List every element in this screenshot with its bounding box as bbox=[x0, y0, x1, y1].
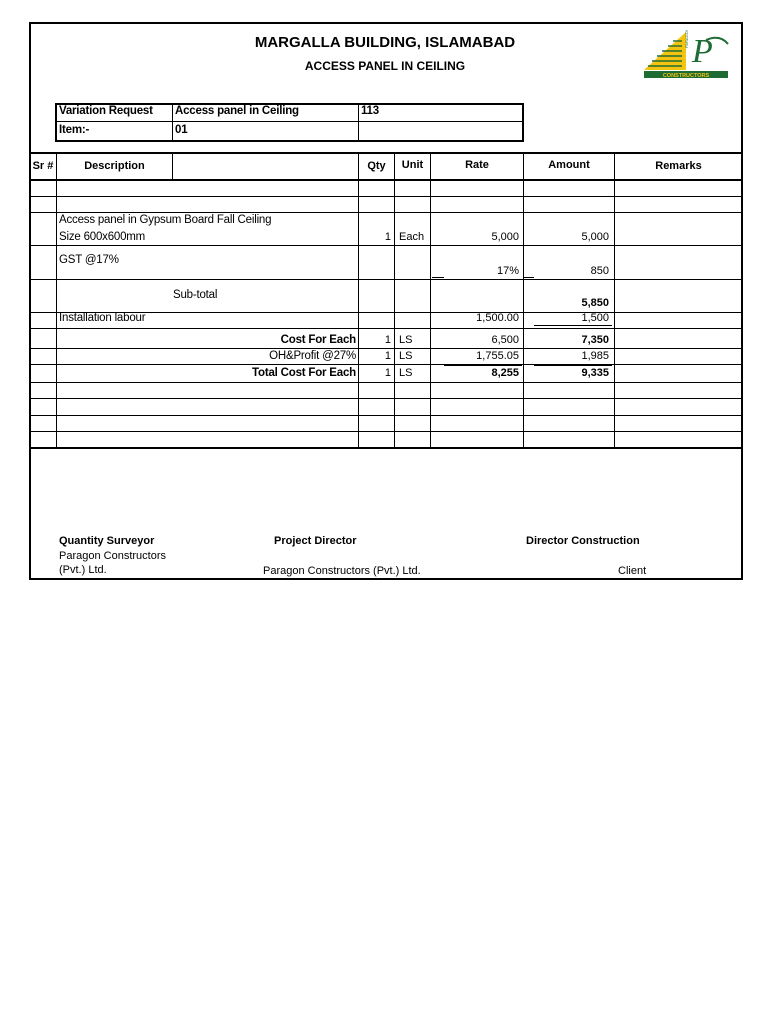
signature-dc-org: Client bbox=[618, 565, 647, 577]
document-subtitle: ACCESS PANEL IN CEILING bbox=[304, 59, 466, 73]
signature-pd-title: Project Director bbox=[274, 535, 357, 547]
column-header-unit: Unit bbox=[401, 159, 424, 171]
row-labour-rate: 1,500.00 bbox=[476, 312, 519, 324]
row-total-rate: 8,255 bbox=[491, 367, 519, 379]
variation-request-number: 113 bbox=[361, 105, 379, 117]
row-cost-each-qty: 1 bbox=[384, 334, 391, 346]
column-header-amount: Amount bbox=[548, 159, 590, 171]
document-title: MARGALLA BUILDING, ISLAMABAD bbox=[254, 34, 516, 51]
row-ohp-unit: LS bbox=[399, 350, 413, 362]
item-value: 01 bbox=[175, 124, 188, 136]
row-total-amount: 9,335 bbox=[581, 367, 609, 379]
signature-qs-org-line2: (Pvt.) Ltd. bbox=[59, 564, 107, 576]
row-panel-description-line2: Size 600x600mm bbox=[59, 231, 146, 243]
row-cost-each-description: Cost For Each bbox=[280, 334, 356, 346]
signature-dc-title: Director Construction bbox=[526, 535, 640, 547]
column-header-rate: Rate bbox=[465, 159, 489, 171]
row-subtotal-amount: 5,850 bbox=[581, 297, 609, 309]
table-bottom-border bbox=[29, 447, 743, 449]
row-ohp-description: OH&Profit @27% bbox=[269, 350, 356, 362]
column-header-sr: Sr # bbox=[32, 160, 54, 172]
signature-qs-title: Quantity Surveyor bbox=[59, 535, 155, 547]
signature-pd-org: Paragon Constructors (Pvt.) Ltd. bbox=[263, 565, 421, 577]
row-total-qty: 1 bbox=[384, 367, 391, 379]
row-gst-amount: 850 bbox=[590, 265, 609, 277]
table-header-bottom bbox=[29, 179, 743, 181]
svg-text:P: P bbox=[692, 33, 713, 70]
row-ohp-rate: 1,755.05 bbox=[476, 350, 519, 362]
row-gst-rate: 17% bbox=[496, 265, 519, 277]
company-logo bbox=[644, 30, 730, 78]
row-cost-each-unit: LS bbox=[399, 334, 413, 346]
column-header-remarks: Remarks bbox=[655, 160, 702, 172]
table-top-border bbox=[29, 152, 743, 154]
variation-request-label: Variation Request bbox=[59, 105, 153, 117]
row-panel-amount: 5,000 bbox=[581, 231, 609, 243]
signature-qs-org-line1: Paragon Constructors bbox=[59, 550, 166, 562]
column-header-qty: Qty bbox=[367, 160, 386, 172]
item-label: Item:- bbox=[59, 124, 90, 136]
row-total-unit: LS bbox=[399, 367, 413, 379]
row-ohp-amount: 1,985 bbox=[581, 350, 609, 362]
row-panel-description-line1: Access panel in Gypsum Board Fall Ceiling bbox=[59, 214, 272, 226]
row-panel-qty: 1 bbox=[384, 231, 391, 243]
row-ohp-qty: 1 bbox=[384, 350, 391, 362]
row-cost-each-amount: 7,350 bbox=[581, 334, 609, 346]
svg-text:CONSTRUCTORS: CONSTRUCTORS bbox=[662, 73, 710, 78]
row-subtotal-description: Sub-total bbox=[173, 289, 218, 301]
row-total-description: Total Cost For Each bbox=[252, 367, 356, 379]
row-labour-description: Installation labour bbox=[59, 312, 146, 324]
row-cost-each-rate: 6,500 bbox=[491, 334, 519, 346]
row-panel-unit: Each bbox=[399, 231, 425, 243]
column-header-description: Description bbox=[84, 160, 145, 172]
row-panel-rate: 5,000 bbox=[491, 231, 519, 243]
svg-text:PARAGON: PARAGON bbox=[684, 30, 689, 48]
row-gst-description: GST @17% bbox=[59, 254, 119, 266]
row-labour-amount: 1,500 bbox=[581, 312, 609, 324]
variation-request-value: Access panel in Ceiling bbox=[175, 105, 299, 117]
